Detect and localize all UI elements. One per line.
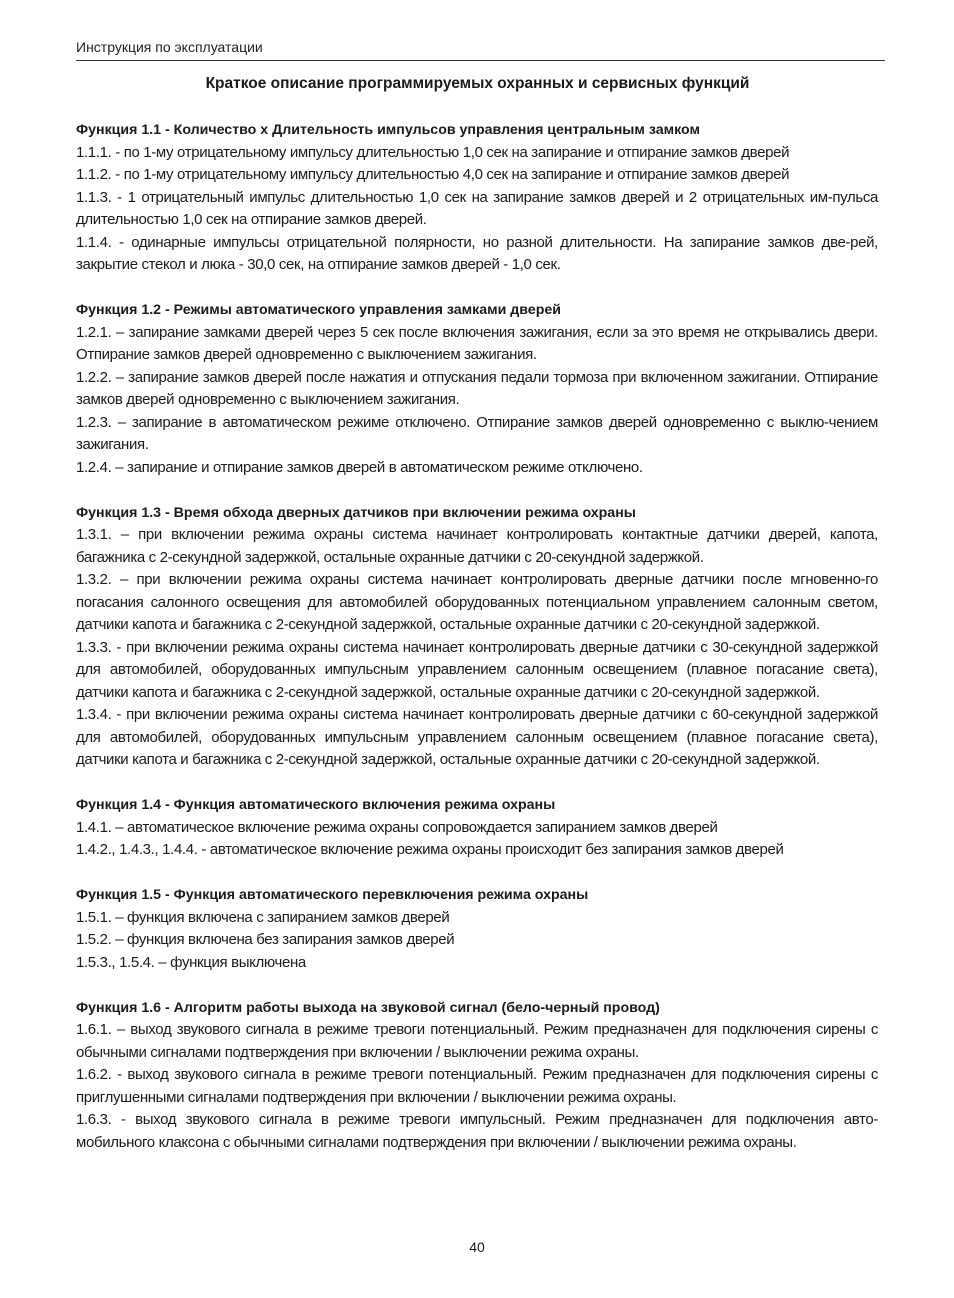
paragraph: 1.5.3., 1.5.4. – функция выключена: [76, 953, 306, 971]
paragraph: 1.3.4. - при включении режима охраны система начинает контролировать дверные датчики с 60-секундной задержкой для автомобилей, оборудованных импульсным управлением салонным освещением (плавное погасание света), датчики капота и багажника с 2-секундной задержкой, остальные охранные датчики с 20-секундной задержкой.: [76, 706, 878, 768]
paragraph: 1.5.2. – функция включена без запирания замков дверей: [76, 931, 455, 948]
paragraph: 1.6.2. - выход звукового сигнала в режиме тревоги потенциальный. Режим предназначен для подключения сирены с приглушенными сигналами подтверждения при включении / выключении режима охраны.: [76, 1066, 878, 1106]
paragraph: 1.2.2. – запирание замков дверей после нажатия и отпускания педали тормоза при включенном зажигании. Отпирание замков дверей одновременно с выключением зажигания.: [76, 368, 878, 408]
paragraph: 1.2.1. – запирание замками дверей через 5 сек после включения зажигания, если за это время не открывались двери. Отпирание замков дверей одновременно с выключением зажигания.: [76, 323, 878, 363]
paragraph: 1.6.3. - выход звукового сигнала в режиме тревоги импульсный. Режим предназначен для подключения авто-мобильного клаксона с обычными сигналами подтверждения при включении / выключении режима охраны.: [76, 1111, 878, 1151]
paragraph: 1.3.2. – при включении режима охраны система начинает контролировать дверные датчики после мгновенно-го погасания салонного освещения для автомобилей оборудованных потенциальном управлением салонным светом, датчики капота и багажника с 2-секундной задержкой, остальные охранные датчики с 20-секундной задержкой.: [76, 571, 878, 633]
paragraph: 1.3.1. – при включении режима охраны система начинает контролировать контактные датчики дверей, капота, багажника с 2-секундной задержкой, остальные охранные датчики с 20-секундной задержкой.: [76, 526, 878, 566]
page-number: 40: [469, 1239, 485, 1255]
paragraph: 1.1.3. - 1 отрицательный импульс длительностью 1,0 сек на запирание замков дверей и 2 отрицательных им-пульса длительностью 1,0 сек на отпирание замков дверей.: [76, 188, 878, 228]
paragraph: 1.3.3. - при включении режима охраны система начинает контролировать дверные датчики с 30-секундной задержкой для автомобилей, оборудованных импульсным управлением салонным освещением (плавное погасание света), датчики капота и багажника с 2-секундной задержкой, остальные охранные датчики с 20-секундной задержкой.: [76, 638, 878, 701]
document-body: [76, 119, 878, 1177]
paragraph: 1.2.4. – запирание и отпирание замков дверей в автоматическом режиме отключено.: [76, 458, 643, 476]
section-title: Функция 1.6 - Алгоритм работы выхода на звуковой сигнал (бело-черный провод): [76, 999, 660, 1016]
section-function-1-5: [76, 884, 878, 974]
section-title: Функция 1.3 - Время обхода дверных датчиков при включении режима охраны: [76, 504, 636, 521]
header-divider: [76, 60, 885, 61]
paragraph: 1.1.1. - по 1-му отрицательному импульсу длительностью 1,0 сек на запирание и отпирание замков дверей: [76, 143, 790, 161]
section-function-1-6: [76, 997, 878, 1155]
paragraph: 1.4.2., 1.4.3., 1.4.4. - автоматическое включение режима охраны происходит без запирания замков дверей: [76, 841, 784, 858]
running-header: Инструкция по эксплуатации: [76, 39, 263, 55]
section-title: Функция 1.1 - Количество х Длительность импульсов управления центральным замком: [76, 122, 700, 138]
section-function-1-2: [76, 299, 878, 479]
section-title: Функция 1.5 - Функция автоматического перевключения режима охраны: [76, 887, 589, 903]
section-function-1-4: [76, 794, 878, 862]
section-function-1-3: [76, 502, 878, 772]
section-function-1-1: [76, 119, 878, 277]
section-title: Функция 1.4 - Функция автоматического включения режима охраны: [76, 797, 556, 813]
paragraph: 1.5.1. – функция включена с запиранием замков дверей: [76, 908, 450, 926]
section-title: Функция 1.2 - Режимы автоматического управления замками дверей: [76, 302, 561, 318]
paragraph: 1.2.3. – запирание в автоматическом режиме отключено. Отпирание замков дверей одновременно с выклю-чением зажигания.: [76, 413, 878, 453]
page-title: Краткое описание программируемых охранных и сервисных функций: [205, 75, 750, 92]
paragraph: 1.6.1. – выход звукового сигнала в режиме тревоги потенциальный. Режим предназначен для подключения сирены с обычными сигналами подтверждения при включении / выключении режима охраны.: [76, 1021, 878, 1061]
paragraph: 1.1.4. - одинарные импульсы отрицательной полярности, но разной длительности. На запирание замков две-рей, закрытие стекол и люка - 30,0 сек, на отпирание замков дверей - 1,0 сек.: [76, 233, 878, 273]
paragraph: 1.4.1. – автоматическое включение режима охраны сопровождается запиранием замков дверей: [76, 818, 718, 836]
paragraph: 1.1.2. - по 1-му отрицательному импульсу длительностью 4,0 сек на запирание и отпирание замков дверей: [76, 166, 790, 183]
